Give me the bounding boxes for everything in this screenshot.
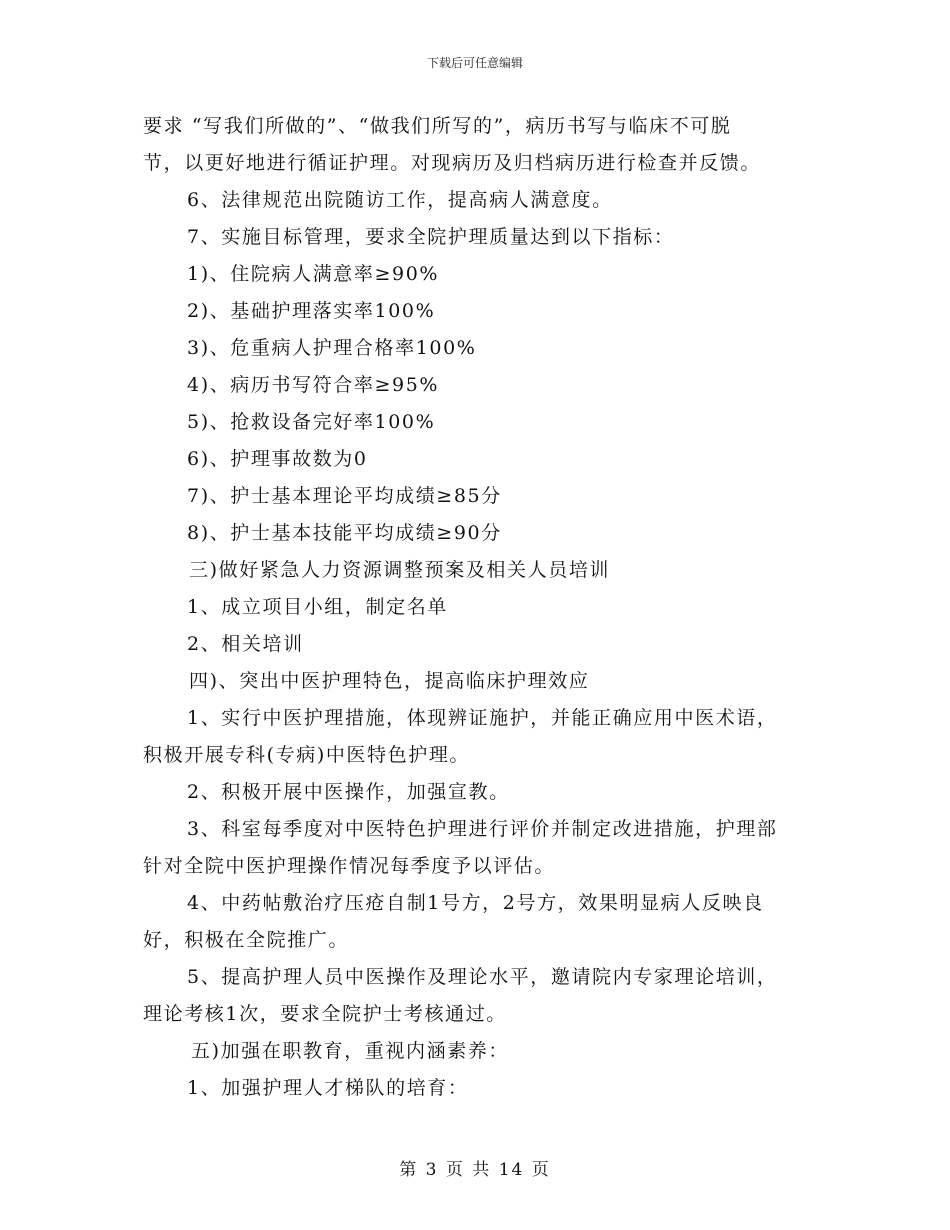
paragraph-line: 节，以更好地进行循证护理。对现病历及归档病历进行检查并反馈。 — [143, 152, 762, 174]
paragraph-line: 7、实施目标管理，要求全院护理质量达到以下指标： — [187, 226, 675, 248]
list-item: 5)、抢救设备完好率100% — [187, 411, 436, 433]
section-heading: 四)、突出中医护理特色，提高临床护理效应 — [189, 670, 590, 692]
page-number: 第 3 页 共 14 页 — [399, 1160, 551, 1180]
list-item: 4)、病历书写符合率≥95% — [187, 374, 440, 396]
paragraph-line: 2、相关培训 — [187, 633, 304, 655]
paragraph-line: 5、提高护理人员中医操作及理论水平，邀请院内专家理论培训， — [187, 966, 778, 988]
paragraph-line: 理论考核1次，要求全院护士考核通过。 — [143, 1003, 507, 1025]
header-note: 下载后可任意编辑 — [426, 56, 523, 70]
paragraph-line: 1、加强护理人才梯队的培育： — [187, 1077, 469, 1099]
list-item: 8)、护士基本技能平均成绩≥90分 — [187, 522, 502, 544]
paragraph-line: 6、法律规范出院随访工作，提高病人满意度。 — [187, 189, 613, 211]
list-item: 6)、护理事故数为0 — [187, 448, 368, 470]
paragraph-line: 积极开展专科(专病)中医特色护理。 — [143, 744, 471, 766]
paragraph-line: 要求 “写我们所做的”、“做我们所写的”，病历书写与临床不可脱 — [143, 115, 732, 137]
paragraph-line: 2、积极开展中医操作，加强宣教。 — [187, 781, 510, 803]
paragraph-line: 1、实行中医护理措施，体现辨证施护，并能正确应用中医术语， — [187, 707, 778, 729]
list-item: 1)、住院病人满意率≥90% — [187, 263, 440, 285]
list-item: 2)、基础护理落实率100% — [187, 300, 436, 322]
paragraph-line: 1、成立项目小组，制定名单 — [187, 596, 448, 618]
document-body — [143, 108, 808, 1107]
list-item: 3)、危重病人护理合格率100% — [187, 337, 477, 359]
paragraph-line: 针对全院中医护理操作情况每季度予以评估。 — [143, 855, 556, 877]
paragraph-line: 4、中药帖敷治疗压疮自制1号方，2号方，效果明显病人反映良 — [187, 892, 764, 914]
section-heading: 五)加强在职教育，重视内涵素养： — [191, 1040, 510, 1062]
paragraph-line: 好，积极在全院推广。 — [143, 929, 350, 951]
list-item: 7)、护士基本理论平均成绩≥85分 — [187, 485, 502, 507]
paragraph-line: 3、科室每季度对中医特色护理进行评价并制定改进措施，护理部 — [187, 818, 778, 840]
section-heading: 三)做好紧急人力资源调整预案及相关人员培训 — [189, 559, 611, 581]
